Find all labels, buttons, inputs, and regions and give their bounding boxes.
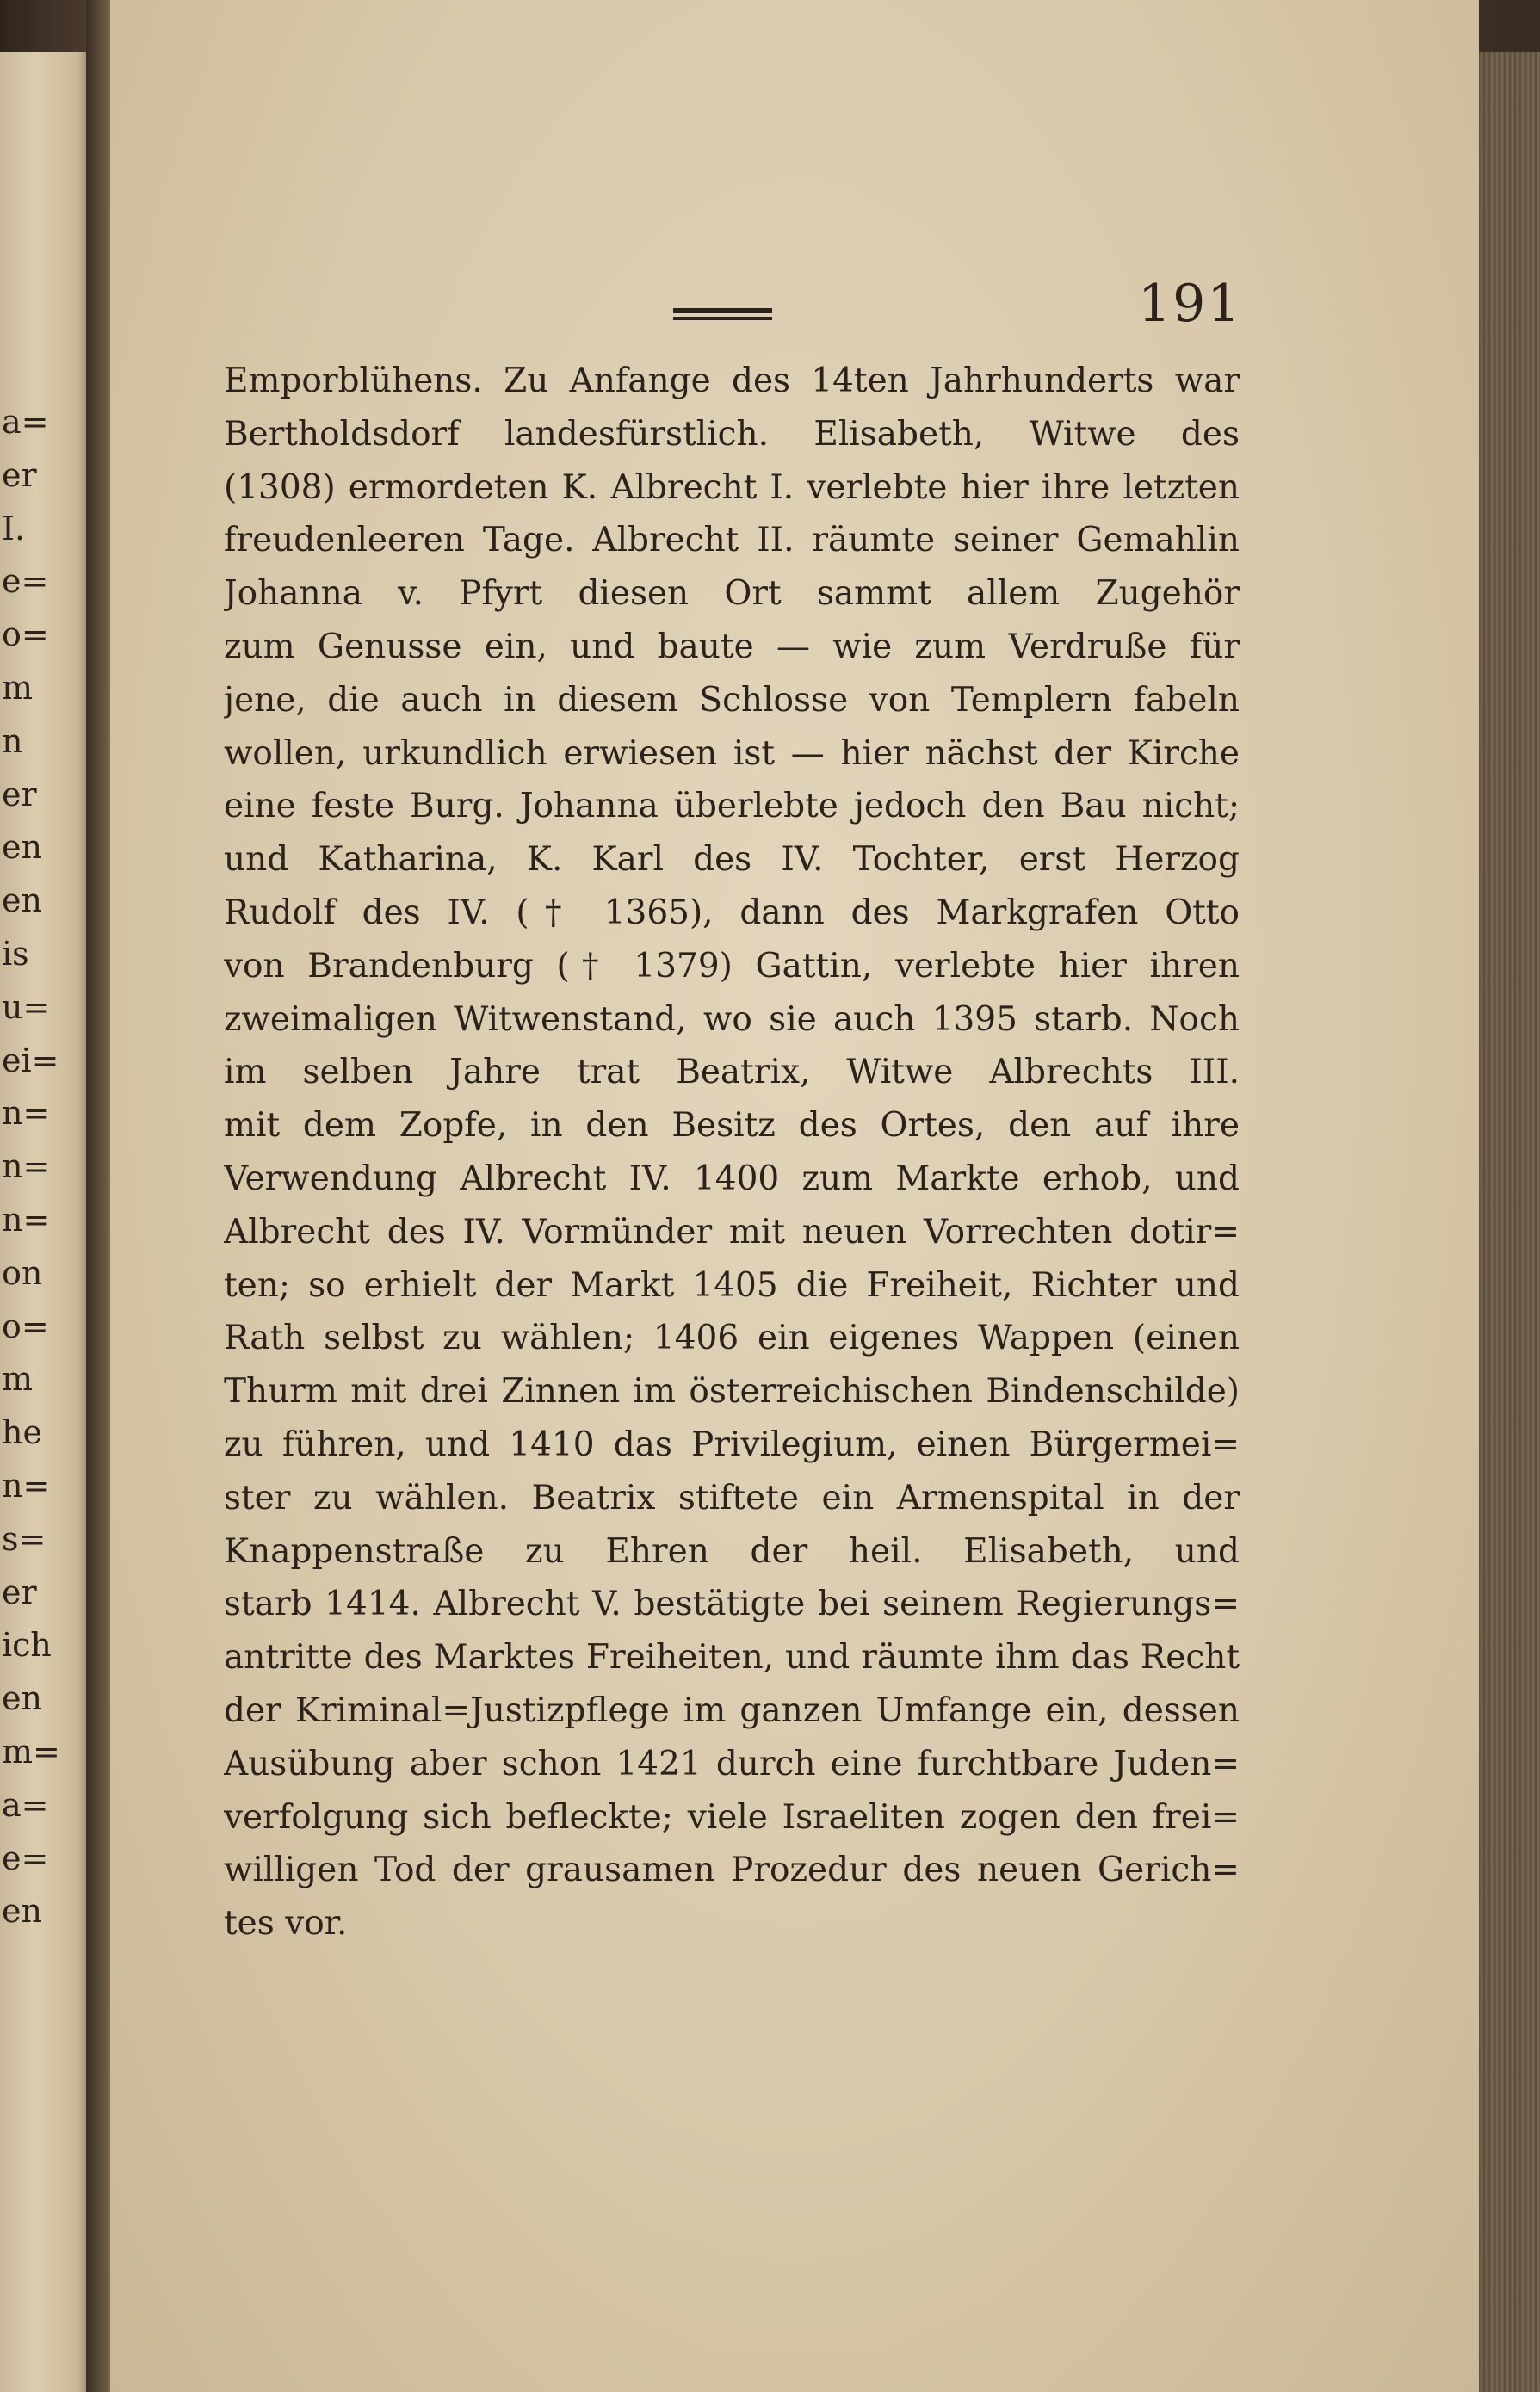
text-line: verfolgung sich befleckte; viele Israeliten zogen den frei= [224, 1797, 1240, 1837]
fragment: o= [2, 615, 49, 654]
text-line: Rudolf des IV. († 1365), dann des Markgrafen Otto [224, 893, 1240, 932]
fragment: s= [2, 1519, 46, 1558]
page-number: 191 [1138, 274, 1242, 334]
previous-page-line-fragments [0, 396, 86, 1938]
text-line: eine feste Burg. Johanna überlebte jedoch den Bau nicht; [224, 787, 1240, 826]
text-line: Emporblühens. Zu Anfange des 14ten Jahrhunderts war [224, 362, 1240, 400]
text-line: mit dem Zopfe, in den Besitz des Ortes, den auf ihre [224, 1106, 1240, 1146]
text-line: von Brandenburg († 1379) Gattin, verlebte hier ihren [224, 946, 1240, 986]
text-line: wollen, urkundlich erwiesen ist — hier nächst der Kirche [224, 733, 1240, 773]
fragment: m= [2, 1732, 60, 1771]
text-line: (1308) ermordeten K. Albrecht I. verlebte hier ihre letzten [224, 467, 1240, 507]
text-line: ster zu wählen. Beatrix stiftete ein Armenspital in der [224, 1478, 1240, 1517]
text-line: Thurm mit drei Zinnen im österreichischen Bindenschilde) [224, 1372, 1240, 1412]
fragment: ei= [2, 1041, 59, 1079]
text-line: und Katharina, K. Karl des IV. Tochter, erst Herzog [224, 840, 1240, 880]
text-line: der Kriminal=Justizpflege im ganzen Umfange ein, dessen [224, 1690, 1240, 1730]
fragment: ich [2, 1626, 52, 1665]
text-line: Knappenstraße zu Ehren der heil. Elisabeth, und [224, 1531, 1240, 1571]
fragment: n= [2, 1094, 51, 1133]
fragment: en [2, 828, 42, 867]
text-line: zweimaligen Witwenstand, wo sie auch 1395 starb. Noch [224, 999, 1240, 1039]
text-line: im selben Jahre trat Beatrix, Witwe Albrechts III. [224, 1053, 1240, 1092]
fragment: he [2, 1413, 42, 1452]
previous-page [0, 52, 93, 2392]
fragment: is [2, 934, 29, 973]
fragment: a= [2, 1785, 49, 1824]
fragment: e= [2, 562, 49, 601]
text-line: ten; so erhielt der Markt 1405 die Freiheit, Richter und [224, 1265, 1240, 1305]
fragment: I. [2, 509, 26, 547]
body-text [224, 355, 1240, 1950]
fragment: m [2, 668, 34, 707]
fragment: n= [2, 1466, 51, 1505]
text-line: zum Genusse ein, und baute — wie zum Verdruße für [224, 627, 1240, 666]
text-line: zu führen, und 1410 das Privilegium, einen Bürgermei= [224, 1425, 1240, 1464]
fragment: er [2, 1573, 37, 1611]
text-line: Rath selbst zu wählen; 1406 ein eigenes Wappen (einen [224, 1319, 1240, 1358]
text-line: jene, die auch in diesem Schlosse von Templern fabeln [224, 680, 1240, 720]
fragment: er [2, 455, 37, 494]
text-line: starb 1414. Albrecht V. bestätigte bei seinem Regierungs= [224, 1585, 1240, 1624]
fragment: en [2, 1679, 42, 1718]
text-line: Ausübung aber schon 1421 durch eine furchtbare Juden= [224, 1744, 1240, 1783]
fragment: m [2, 1360, 34, 1399]
fragment: n= [2, 1200, 51, 1239]
text-line: antritte des Marktes Freiheiten, und räumte ihm das Recht [224, 1638, 1240, 1678]
text-line: Verwendung Albrecht IV. 1400 zum Markte erhob, und [224, 1159, 1240, 1198]
fragment: e= [2, 1839, 49, 1877]
fragment: on [2, 1253, 43, 1292]
text-line: freudenleeren Tage. Albrecht II. räumte seiner Gemahlin [224, 521, 1240, 560]
text-line: Johanna v. Pfyrt diesen Ort sammt allem Zugehör [224, 574, 1240, 614]
header-rule [673, 308, 772, 320]
text-line: tes vor. [224, 1904, 348, 1944]
fragment: o= [2, 1307, 49, 1345]
text-line: willigen Tod der grausamen Prozedur des neuen Gerich= [224, 1851, 1240, 1890]
fragment: n= [2, 1147, 51, 1186]
fragment: er [2, 775, 37, 813]
text-line: Bertholdsdorf landesfürstlich. Elisabeth, Witwe des [224, 414, 1240, 454]
fragment: en [2, 1892, 42, 1931]
fragment: n [2, 721, 23, 760]
text-line: Albrecht des IV. Vormünder mit neuen Vorrechten dotir= [224, 1212, 1240, 1252]
fragment: en [2, 881, 42, 920]
fragment: u= [2, 987, 51, 1026]
fragment: a= [2, 403, 49, 441]
